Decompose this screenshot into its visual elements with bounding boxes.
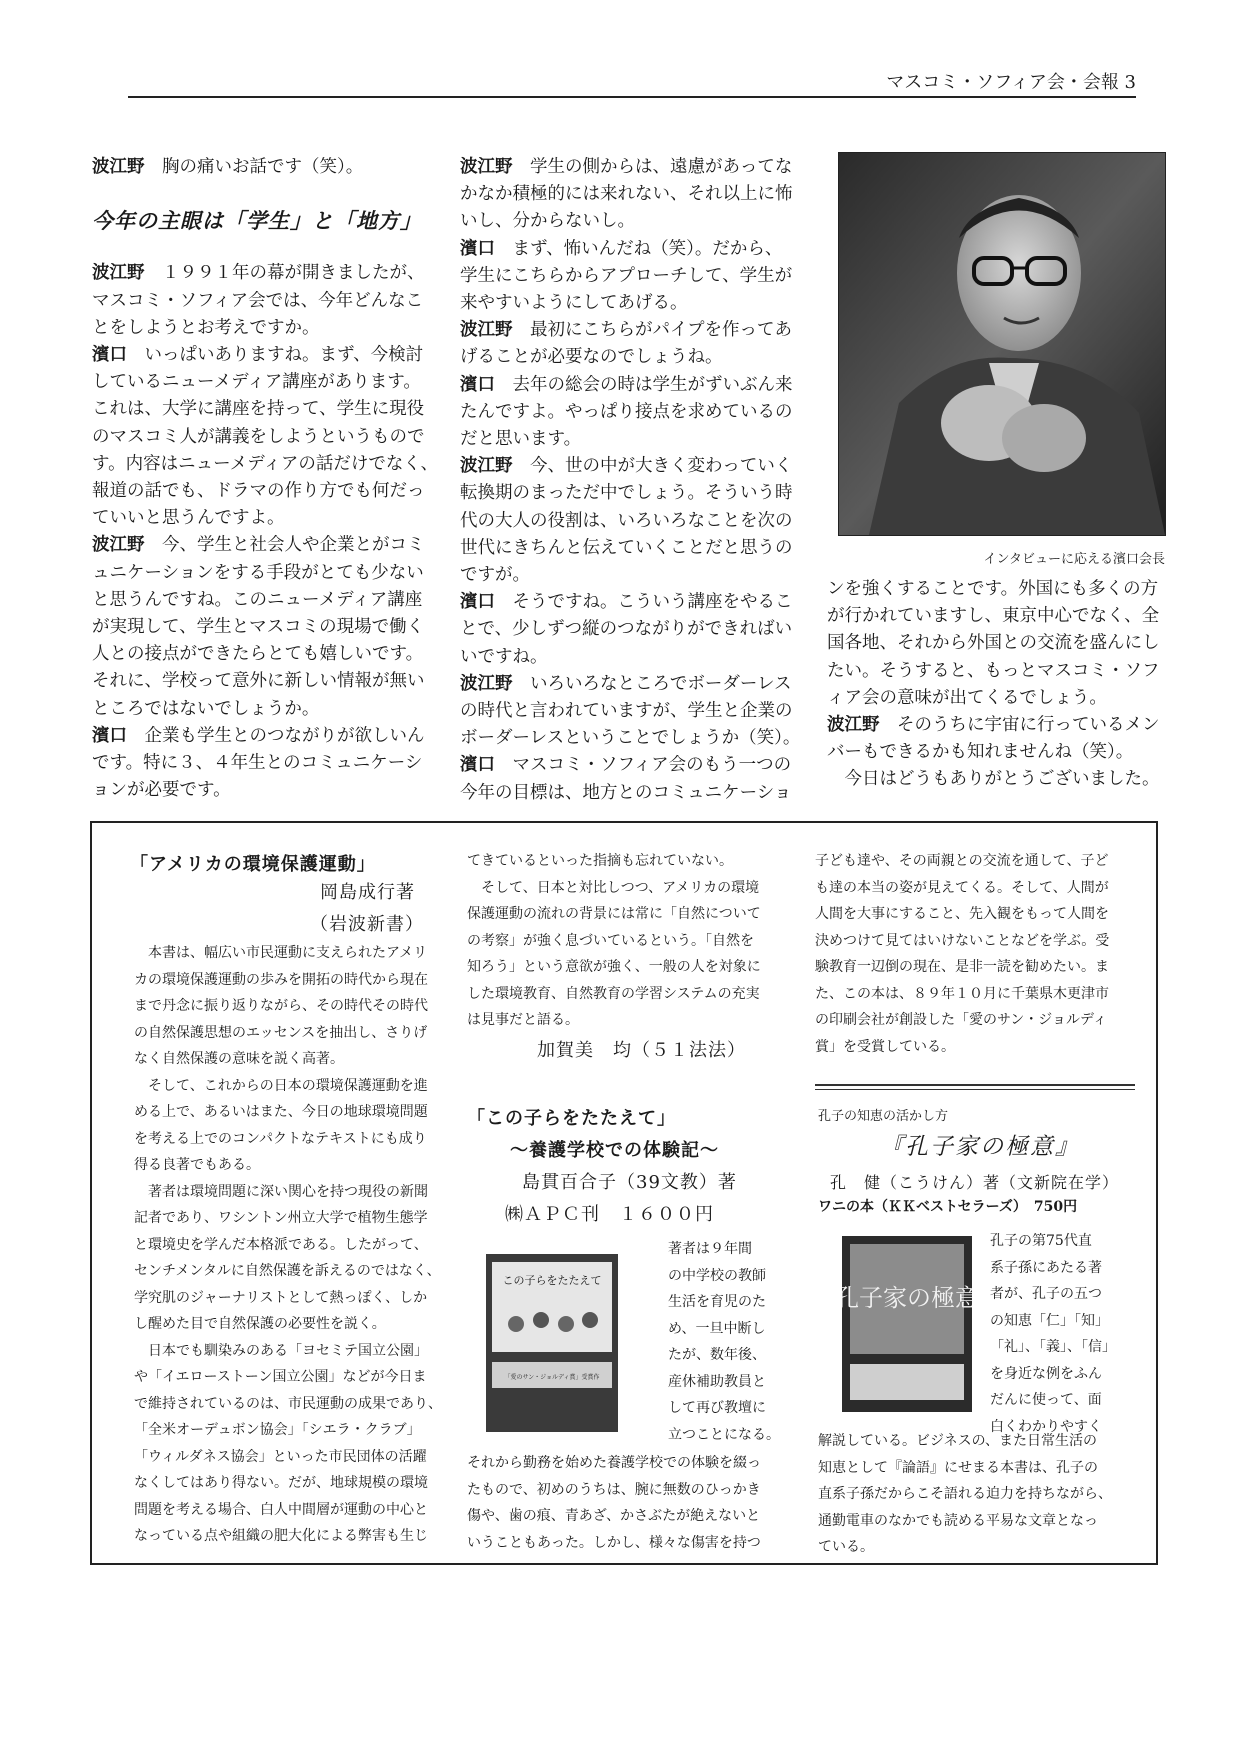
review-line: も達の本当の姿が見えてくる。そして、人間が bbox=[815, 879, 1109, 896]
review-line: は見事だと語る。 bbox=[467, 1012, 579, 1028]
line-text: まず、怖いんだね（笑）。だから、 bbox=[512, 238, 783, 259]
review3-publisher: ワニの本（ＫＫベストセラーズ） 750円 bbox=[818, 1199, 1078, 1215]
line-text: ていいと思うんですよ。 bbox=[92, 508, 285, 529]
review-line: そして、これからの日本の環境保護運動を進 bbox=[134, 1077, 428, 1094]
review2-cover-title: この子らをたたえて bbox=[502, 1274, 602, 1287]
review-divider bbox=[815, 1084, 1135, 1086]
line-text: 来やすいようにしてあげる。 bbox=[460, 293, 688, 314]
review-line: の考察」が強く息づいているという。「自然を bbox=[467, 932, 754, 949]
interview-line bbox=[460, 671, 800, 698]
line-text: 今、世の中が大きく変わっていく bbox=[530, 456, 793, 477]
review-line: 産休補助教員と bbox=[668, 1373, 766, 1390]
review-line: なく自然保護の意味を説く高著。 bbox=[134, 1051, 344, 1067]
interview-line bbox=[827, 576, 1167, 603]
line-text: 人との接点ができたらとても嬉しいです。 bbox=[92, 644, 424, 665]
page-header-title: マスコミ・ソフィア会・会報 3 bbox=[886, 72, 1136, 93]
line-text: と思うんですね。このニューメディア講座 bbox=[92, 589, 423, 610]
line-text: いですね。 bbox=[460, 646, 548, 667]
line-text: 国各地、それから外国との交流を盛んにし bbox=[827, 633, 1160, 654]
interview-line bbox=[92, 288, 432, 315]
review2-title: 「この子らをたたえて」 bbox=[467, 1108, 676, 1129]
interview-line bbox=[460, 616, 800, 643]
interview-line bbox=[92, 668, 432, 695]
review-line: 「礼」、「義」、「信」 bbox=[990, 1339, 1116, 1355]
interview-line bbox=[460, 480, 800, 507]
interview-line bbox=[460, 535, 800, 562]
interview-line bbox=[460, 399, 800, 426]
speaker-name: 波江野 bbox=[460, 673, 513, 694]
line-text: ボーダーレスということでしょうか（笑）。 bbox=[460, 728, 801, 749]
review-line: や「イエローストーン国立公園」などが今日ま bbox=[134, 1369, 427, 1385]
line-text: それに、学校って意外に新しい情報が無い bbox=[92, 671, 425, 692]
review1-title: 「アメリカの環境保護運動」 bbox=[130, 854, 376, 875]
interview-line bbox=[827, 658, 1167, 685]
review1-body bbox=[134, 940, 442, 1550]
interview-line bbox=[460, 752, 800, 779]
header-rule bbox=[128, 96, 1136, 98]
review3-cover-title: 孔子家の極意 bbox=[842, 1284, 972, 1312]
review2-price: ㈱ＡＰＣ刊 １６００円 bbox=[505, 1204, 714, 1225]
interview-line bbox=[92, 424, 432, 451]
line-text: とで、少しずつ縦のつながりができればい bbox=[460, 619, 793, 640]
line-text: バーもできるかも知れませんね（笑）。 bbox=[827, 742, 1134, 763]
line-text: が実現して、学生とマスコミの現場で働く bbox=[92, 617, 425, 638]
line-text: です。特に３、４年生とのコミュニケーシ bbox=[92, 753, 423, 774]
line-text: 去年の総会の時は学生がずいぶん来 bbox=[512, 374, 793, 395]
review-line: の自然保護思想のエッセンスを抽出し、さりげ bbox=[134, 1024, 428, 1041]
line-text: 最初にこちらがパイプを作ってあ bbox=[530, 320, 792, 341]
line-text: 企業も学生とのつながりが欲しいん bbox=[144, 725, 425, 746]
review-line: 知恵として『論語』にせまる本書は、孔子の bbox=[818, 1459, 1098, 1476]
interview-line bbox=[827, 603, 1167, 630]
line-text: 今日はどうもありがとうございました。 bbox=[827, 769, 1160, 790]
interview-line bbox=[460, 236, 800, 263]
review1-publisher: （岩波新書） bbox=[310, 914, 424, 935]
interview-line bbox=[92, 396, 432, 423]
review-divider-thin bbox=[815, 1089, 1135, 1090]
speaker-name: 波江野 bbox=[460, 456, 513, 477]
line-text: これは、大学に講座を持って、学生に現役 bbox=[92, 399, 425, 420]
speaker-name: 波江野 bbox=[92, 263, 145, 284]
review-line: 学究肌のジャーナリストとして熱っぽく、しか bbox=[134, 1289, 428, 1306]
line-text: 今年の目標は、地方とのコミュニケーショ bbox=[460, 782, 792, 803]
review-line: たが、数年後、 bbox=[668, 1347, 766, 1363]
interview-line bbox=[92, 777, 432, 804]
line-text: げることが必要なのでしょうね。 bbox=[460, 347, 723, 368]
line-text: のマスコミ人が講義をしようというもので bbox=[92, 426, 425, 447]
review2-subtitle: ～養護学校での体験記～ bbox=[510, 1140, 719, 1161]
interview-line bbox=[92, 614, 432, 641]
review-line: める上で、あるいはまた、今日の地球環境問題 bbox=[134, 1104, 428, 1120]
review-line: 白くわかりやすく bbox=[990, 1418, 1102, 1435]
review-line: 者が、孔子の五つ bbox=[990, 1286, 1102, 1302]
review-line: の印刷会社が創設した「愛のサン・ジョルディ bbox=[815, 1012, 1107, 1028]
line-text: ュニケーションをする手段がとても少ない bbox=[92, 562, 424, 583]
review-line: し醒めた目で自然保護の必要性を説く。 bbox=[134, 1316, 386, 1332]
review-line: そして、日本と対比しつつ、アメリカの環境 bbox=[467, 879, 760, 896]
line-text: 代の大人の役割は、いろいろなことを次の bbox=[460, 510, 793, 531]
speaker-name: 濱口 bbox=[92, 345, 127, 366]
interview-line bbox=[827, 685, 1167, 712]
review3-author: 孔 健（こうけん）著（文新院在学） bbox=[830, 1173, 1120, 1192]
interview-line bbox=[460, 644, 800, 671]
interview-line bbox=[92, 342, 432, 369]
interview-line bbox=[92, 587, 432, 614]
interview-line bbox=[460, 208, 800, 235]
review-line: の中学校の教師 bbox=[668, 1267, 766, 1284]
speaker-name: 波江野 bbox=[460, 320, 513, 341]
review-line: 孔子の第75代直 bbox=[990, 1233, 1092, 1249]
speaker-name: 波江野 bbox=[92, 157, 145, 177]
line-text: が行かれていますし、東京中心でなく、全 bbox=[827, 606, 1160, 627]
interview-line bbox=[460, 508, 800, 535]
review2-cover-band: 「愛のサン・ジョルディ賞」受賞作 bbox=[504, 1374, 600, 1381]
speaker-name: 濱口 bbox=[460, 374, 495, 395]
review-line: 保護運動の流れの背景には常に「自然について bbox=[467, 906, 761, 922]
speaker-name: 濱口 bbox=[460, 755, 495, 776]
speaker-name: 波江野 bbox=[827, 715, 880, 736]
line-text: だと思います。 bbox=[460, 429, 582, 450]
review-line: てきているといった指摘も忘れていない。 bbox=[467, 853, 733, 869]
interview-line bbox=[460, 181, 800, 208]
review2-author: 島貫百合子（39文教）著 bbox=[522, 1172, 737, 1193]
line-text: たい。そうすると、もっとマスコミ・ソフ bbox=[827, 660, 1160, 681]
line-text: ところではないでしょうか。 bbox=[92, 698, 320, 719]
review-line: して再び教壇に bbox=[668, 1400, 766, 1416]
speaker-name: 濱口 bbox=[92, 725, 127, 746]
line-text: 学生にこちらからアプローチして、学生が bbox=[460, 265, 793, 286]
interview-photo bbox=[838, 152, 1166, 536]
interview-line bbox=[827, 766, 1167, 793]
line-text: 胸の痛いお話です（笑）。 bbox=[162, 157, 364, 177]
interview-line bbox=[460, 698, 800, 725]
review1-author: 岡島成行著 bbox=[320, 882, 415, 903]
review-line: と環境史を学んだ本格派である。したがって、 bbox=[134, 1236, 428, 1253]
review1-signature: 加賀美 均（５１法法） bbox=[537, 1039, 746, 1061]
review-line: 解説している。ビジネスの、また日常生活の bbox=[818, 1433, 1098, 1449]
interview-line bbox=[460, 426, 800, 453]
review-line: 記者であり、ワシントン州立大学で植物生態学 bbox=[134, 1210, 428, 1226]
review2-book-cover bbox=[486, 1254, 618, 1432]
review-line: なくしてはあり得ない。だが、地球規模の環境 bbox=[134, 1475, 428, 1491]
review-line: 子ども達や、その両親との交流を通して、子ど bbox=[815, 853, 1109, 869]
interview-line bbox=[92, 723, 432, 750]
review-line: 験教育一辺倒の現在、是非一読を勧めたい。ま bbox=[815, 959, 1109, 975]
review-line: 得る良著でもある。 bbox=[134, 1157, 260, 1173]
line-text: 学生の側からは、遠慮があってな bbox=[530, 157, 793, 177]
interview-line bbox=[92, 505, 432, 532]
line-text: たんですよ。やっぱり接点を求めているの bbox=[460, 401, 793, 422]
review-line: 「ウィルダネス協会」といった市民団体の活躍 bbox=[134, 1448, 427, 1465]
review2-continuation bbox=[815, 848, 1109, 1060]
interview-column-1 bbox=[92, 154, 438, 804]
interview-line bbox=[460, 154, 800, 181]
interview-line bbox=[460, 589, 800, 616]
review-line: それから勤務を始めた養護学校での体験を綴っ bbox=[467, 1455, 761, 1471]
review-line: 直系子孫だからこそ語れる迫力を持ちながら、 bbox=[818, 1486, 1112, 1502]
review-line: 著者は環境問題に深い関心を持つ現役の新聞 bbox=[134, 1183, 428, 1200]
line-text: ンを強くすることです。外国にも多くの方 bbox=[827, 579, 1159, 599]
review-line: 知ろう」という意欲が強く、一般の人を対象に bbox=[467, 959, 761, 975]
speaker-name: 濱口 bbox=[460, 592, 495, 613]
review-line: だんに使って、面 bbox=[990, 1392, 1102, 1408]
review2-side-text bbox=[668, 1236, 780, 1448]
interview-line bbox=[460, 453, 800, 480]
review-line: たもので、初めのうちは、腕に無数のひっかき bbox=[467, 1481, 761, 1498]
interview-line bbox=[460, 562, 800, 589]
review-line: を考える上でのコンパクトなテキストにも成り bbox=[134, 1130, 427, 1147]
line-text: 転換期のまっただ中でしょう。そういう時 bbox=[460, 483, 793, 504]
photo-caption: インタビューに応える濱口会長 bbox=[983, 552, 1165, 567]
review-line: なっている点や組織の肥大化による弊害も生じ bbox=[134, 1528, 428, 1544]
review-line: 立つことになる。 bbox=[668, 1426, 780, 1443]
interview-line bbox=[92, 260, 432, 287]
line-text: の時代と言われていますが、学生と企業の bbox=[460, 701, 793, 722]
review-line: を身近な例をふん bbox=[990, 1365, 1102, 1382]
interview-line bbox=[460, 344, 800, 371]
line-text: マスコミ・ソフィア会のもう一つの bbox=[512, 755, 792, 776]
review3-side-text bbox=[990, 1228, 1116, 1440]
line-text: かなか積極的には来れない、それ以上に怖 bbox=[460, 184, 793, 205]
review-line: 問題を考える場合、白人中間層が運動の中心と bbox=[134, 1501, 428, 1518]
review1-continuation bbox=[467, 848, 761, 1064]
interview-line bbox=[92, 478, 432, 505]
interview-line bbox=[827, 739, 1167, 766]
review-line: 系子孫にあたる著 bbox=[990, 1259, 1102, 1276]
line-text: １９９１年の幕が開きましたが、 bbox=[162, 263, 425, 284]
review-line: め、一旦中断し bbox=[668, 1320, 766, 1337]
line-text: 報道の話でも、ドラマの作り方でも何だっ bbox=[92, 481, 425, 502]
review3-body bbox=[818, 1428, 1112, 1561]
line-text: とをしようとお考えですか。 bbox=[92, 317, 320, 338]
review-line: ている。 bbox=[818, 1539, 874, 1555]
review-line: 著者は９年間 bbox=[668, 1241, 752, 1257]
line-text: ョンが必要です。 bbox=[92, 780, 231, 801]
review-line: まで丹念に振り返りながら、その時代その時代 bbox=[134, 998, 428, 1014]
line-text: そのうちに宇宙に行っているメン bbox=[897, 715, 1160, 736]
review-line: 生活を育児のた bbox=[668, 1294, 766, 1310]
line-text: いっぱいありますね。まず、今検討 bbox=[144, 345, 424, 366]
interview-line bbox=[92, 750, 432, 777]
interview-line bbox=[460, 317, 800, 344]
review-line: 人間を大事にすること、先入観をもって人間を bbox=[815, 906, 1109, 922]
speaker-name: 波江野 bbox=[92, 535, 145, 556]
interview-column-2 bbox=[460, 154, 800, 807]
review3-label: 孔子の知恵の活かし方 bbox=[818, 1109, 949, 1124]
review-line: 通勤電車のなかでも読める平易な文章となっ bbox=[818, 1512, 1098, 1529]
interview-line bbox=[92, 451, 438, 478]
line-text: 世代にきちんと伝えていくことだと思うの bbox=[460, 537, 793, 558]
speaker-name: 濱口 bbox=[460, 238, 495, 259]
review-line: 賞」を受賞している。 bbox=[815, 1038, 955, 1055]
interview-line bbox=[460, 725, 800, 752]
interview-line bbox=[92, 696, 432, 723]
review-line: 傷や、歯の痕、青あざ、かさぶたが絶えないと bbox=[467, 1508, 761, 1524]
line-text: 今、学生と社会人や企業とがコミ bbox=[162, 535, 425, 556]
line-text: す。内容はニューメディアの話だけでなく、 bbox=[92, 453, 438, 474]
line-text: いし、分からないし。 bbox=[460, 211, 635, 232]
review-line: 本書は、幅広い市民運動に支えられたアメリ bbox=[134, 945, 428, 961]
line-text: そうですね。こういう講座をやるこ bbox=[512, 592, 793, 613]
review-line: 「全米オーデュボン協会」「シエラ・クラブ」 bbox=[134, 1422, 421, 1438]
interview-line bbox=[92, 532, 432, 559]
line-text: ですが。 bbox=[460, 565, 530, 586]
interview-line bbox=[92, 154, 432, 181]
review-line: で維持されているのは、市民運動の成果であり、 bbox=[134, 1395, 442, 1412]
review-line: センチメンタルに自然保護を訴えるのではなく、 bbox=[134, 1263, 441, 1279]
line-text: しているニューメディア講座があります。 bbox=[92, 372, 421, 393]
review-line: した環境教育、自然教育の学習システムの充実 bbox=[467, 985, 760, 1002]
interview-line bbox=[827, 630, 1167, 657]
interview-line bbox=[460, 780, 800, 807]
interview-line bbox=[92, 315, 432, 342]
review3-book-cover bbox=[842, 1236, 972, 1412]
review-line: 日本でも馴染みのある「ヨセミテ国立公園」 bbox=[134, 1342, 428, 1359]
review2-body bbox=[467, 1450, 761, 1556]
line-text: ィア会の意味が出てくるでしょう。 bbox=[827, 687, 1107, 708]
review-line: いうこともあった。しかし、様々な傷害を持つ bbox=[467, 1534, 761, 1551]
review-line: カの環境保護運動の歩みを開拓の時代から現在 bbox=[134, 971, 428, 988]
interview-line bbox=[460, 372, 800, 399]
interview-line bbox=[460, 290, 800, 317]
section-heading: 今年の主眼は「学生」と「地方」 bbox=[92, 208, 422, 234]
speaker-name: 波江野 bbox=[460, 157, 513, 177]
interview-column-3 bbox=[827, 576, 1167, 794]
interview-line bbox=[827, 712, 1167, 739]
interview-line bbox=[460, 263, 800, 290]
review-line: 決めつけて見てはいけないことなどを学ぶ。受 bbox=[815, 932, 1110, 949]
line-text: いろいろなところでボーダーレス bbox=[530, 673, 792, 694]
review3-title: 『孔子家の極意』 bbox=[880, 1134, 1080, 1160]
interview-line bbox=[92, 560, 432, 587]
interview-line bbox=[92, 369, 432, 396]
review-line: の知恵「仁」「知」 bbox=[990, 1312, 1109, 1329]
review-line: た、この本は、８９年１０月に千葉県木更津市 bbox=[815, 985, 1109, 1002]
interview-line bbox=[92, 641, 432, 668]
line-text: マスコミ・ソフィア会では、今年どんなこ bbox=[92, 290, 424, 311]
